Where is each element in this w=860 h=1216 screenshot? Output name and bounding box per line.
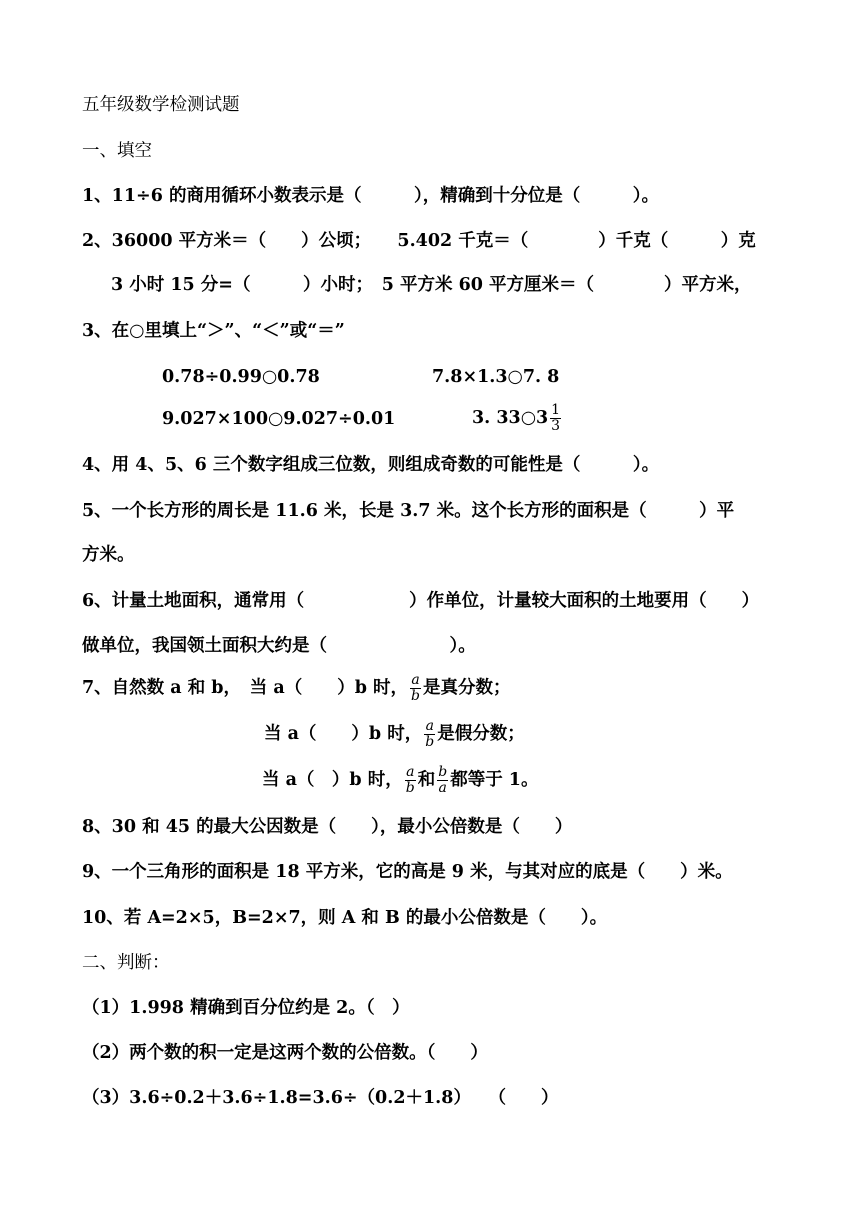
judgement-2: （2）两个数的积一定是这两个数的公倍数。（ ） <box>82 1043 488 1063</box>
fraction-numerator: a <box>411 672 420 688</box>
question-3: 3、在○里填上“＞”、“＜”或“＝” <box>82 321 345 341</box>
question-6-line-2: 做单位，我国领土面积大约是（ ）。 <box>82 636 476 656</box>
page-title: 五年级数学检测试题 <box>82 95 240 115</box>
q7-row-3-suffix: 都等于 1。 <box>450 770 539 790</box>
question-3-item-c: 9.027×100○9.027÷0.01 <box>162 409 396 429</box>
q7-row-3-and: 和 <box>417 770 436 790</box>
question-10: 10、若 A=2×5，B=2×7，则 A 和 B 的最小公倍数是（ ）。 <box>82 908 608 928</box>
question-9: 9、一个三角形的面积是 18 平方米，它的高是 9 米，与其对应的底是（ ）米。 <box>82 862 733 882</box>
fraction-denominator: b <box>411 688 421 704</box>
item-d-prefix: 3. 33○3 <box>472 408 549 428</box>
question-2-line-1: 2、36000 平方米＝（ ）公顷； 5.402 千克＝（ ）千克（ ）克 <box>82 231 756 251</box>
judgement-1: （1）1.998 精确到百分位约是 2。（ ） <box>82 998 410 1018</box>
fraction-numerator: b <box>438 764 448 780</box>
question-3-item-a: 0.78÷0.99○0.78 <box>162 367 320 387</box>
fraction-numerator: 1 <box>551 402 561 418</box>
section-2-heading: 二、判断： <box>82 953 170 973</box>
question-7-row-2 <box>264 714 525 754</box>
fraction-denominator: a <box>438 780 447 796</box>
q7-row-2-suffix: 是假分数； <box>437 724 525 744</box>
question-1: 1、11÷6 的商用循环小数表示是（ ），精确到十分位是（ ）。 <box>82 186 659 206</box>
fraction-denominator: b <box>425 734 435 750</box>
fraction-numerator: a <box>406 764 415 780</box>
fraction-a-over-b <box>405 765 416 796</box>
q7-row-1-suffix: 是真分数； <box>423 678 511 698</box>
question-2-line-2: 3 小时 15 分=（ ）小时； 5 平方米 60 平方厘米＝（ ）平方米， <box>111 275 752 295</box>
q7-row-1-prefix: 7、自然数 a 和 b， 当 a（ ）b 时， <box>82 678 409 698</box>
question-6-line-1: 6、计量土地面积，通常用（ ）作单位，计量较大面积的土地要用（ ） <box>82 591 760 611</box>
q7-row-2-prefix: 当 a（ ）b 时， <box>264 724 423 744</box>
question-7-row-3 <box>262 760 538 800</box>
section-1-heading: 一、填空 <box>82 141 152 161</box>
question-5-line-1: 5、一个长方形的周长是 11.6 米，长是 3.7 米。这个长方形的面积是（ ）平 <box>82 501 735 521</box>
fraction-a-over-b <box>424 719 435 750</box>
question-5-line-2: 方米。 <box>82 545 135 565</box>
question-3-item-d <box>472 398 563 438</box>
judgement-3: （3）3.6÷0.2＋3.6÷1.8=3.6÷（0.2＋1.8） （ ） <box>82 1088 559 1108</box>
fraction-numerator: a <box>425 718 434 734</box>
fraction-b-over-a <box>437 765 448 796</box>
question-4: 4、用 4、5、6 三个数字组成三位数，则组成奇数的可能性是（ ）。 <box>82 455 660 475</box>
fraction-one-third <box>550 403 561 434</box>
question-8: 8、30 和 45 的最大公因数是（ ），最小公倍数是（ ） <box>82 817 573 837</box>
fraction-denominator: b <box>405 780 415 796</box>
q7-row-3-prefix: 当 a（ ）b 时， <box>262 770 403 790</box>
question-3-item-b: 7.8×1.3○7. 8 <box>432 367 560 387</box>
question-7-row-1 <box>82 668 511 708</box>
fraction-denominator: 3 <box>551 418 561 434</box>
fraction-a-over-b <box>410 673 421 704</box>
